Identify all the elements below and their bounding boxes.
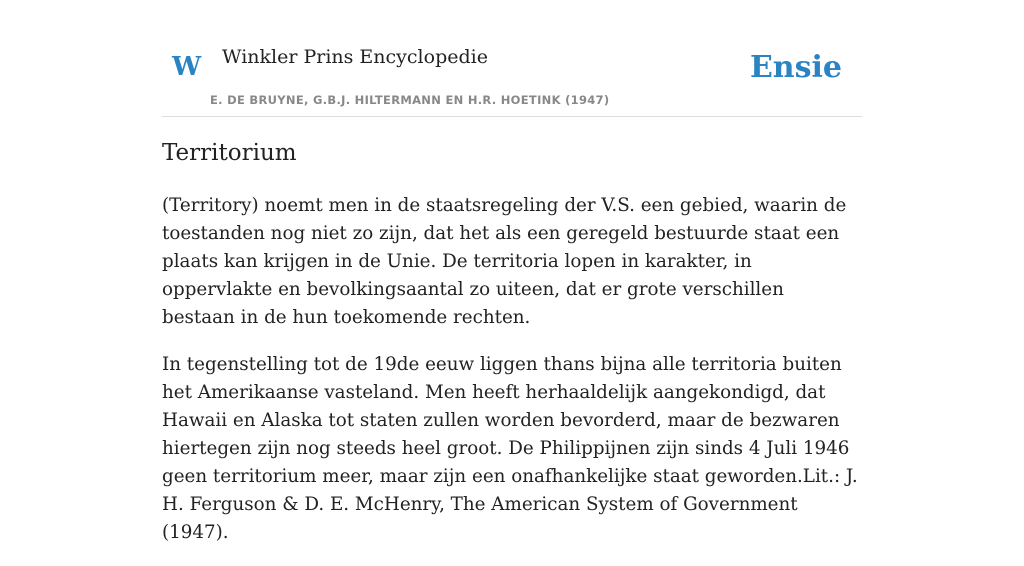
encyclopedia-credits: E. DE BRUYNE, G.B.J. HILTERMANN EN H.R. HOETINK (1947) [210,93,610,107]
page [162,0,862,543]
encyclopedia-title[interactable]: Winkler Prins Encyclopedie [222,46,488,68]
article-paragraph: In tegenstelling tot de 19de eeuw liggen thans bijna alle territoria buiten het Amerikaanse vasteland. Men heeft herhaaldelijk aangekondigd, dat Hawaii en Alaska tot staten zullen worden bevorderd, maar de bezwaren hiertegen zijn nog steeds heel groot. De Philippijnen zijn sinds 4 Juli 1946 geen territorium meer, maar zijn een onafhankelijke staat geworden.Lit.: J. H. Ferguson & D. E. McHenry, The American System of Government (1947). [162,354,858,543]
ensie-brand-logo[interactable]: Ensie [749,50,842,85]
article-body [162,192,862,566]
article-title: Territorium [162,140,297,166]
encyclopedia-logo-icon[interactable]: W [172,52,202,82]
article-paragraph: (Territory) noemt men in de staatsregeling der V.S. een gebied, waarin de toestanden nog niet zo zijn, dat het als een geregeld bestuurde staat een plaats kan krijgen in de Unie. De territoria lopen in karakter, in oppervlakte en bevolkingsaantal zo uiteen, dat er grote verschillen bestaan in de hun toekomende rechten. [162,195,847,328]
header [162,0,862,117]
